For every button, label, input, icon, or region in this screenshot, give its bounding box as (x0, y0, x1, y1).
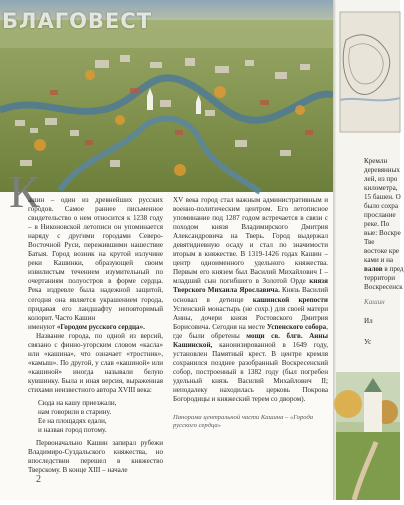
cathedral-name: Успенского собора (266, 322, 327, 331)
right-page-fragment: было сохра (364, 202, 398, 210)
aerial-city-photo (0, 0, 333, 192)
right-page (336, 0, 404, 500)
drop-cap: К (9, 166, 40, 217)
right-page-fragment: вые: Воскре (364, 229, 401, 237)
right-page-fragment: деревянных (364, 166, 400, 174)
right-page-fragment: 15 башен. О (364, 193, 401, 201)
map-illustration (336, 0, 400, 150)
right-page-fragment: территори (364, 274, 396, 282)
right-page-fragment: лей, из про (364, 175, 398, 183)
poem-line: Ее на площадях едали, (38, 417, 107, 426)
paragraph-name-origin: Название города, по одной из версий, связано с финно-угорским словом «касла» или «кашина», что означает «тростник», «камыш». По другой, у слав «кашиной» или «кашиной» иногда называли белую кувшинку. Была и иная версия, выраженная стихами неизвестного автора XVIII века: (28, 331, 163, 394)
right-page-fragment: ками и на (364, 256, 394, 264)
right-page-fragment-text: в пред (384, 265, 404, 273)
right-page-fragment: километра, (364, 184, 398, 192)
poem-line: нам говорили в старину. (38, 408, 112, 417)
right-page-fragment: Ус (364, 338, 372, 346)
church-photo (336, 372, 400, 500)
poem-line: и назван город потому. (38, 426, 107, 435)
page-number: 2 (36, 474, 41, 485)
history-text: канонизированной в 1649 году, установлен Памятный крест. В центре кремля сохранился позднее разобранный Воскресенский собор, построенный в 1382 году (был погребен удельный князь Василий Михайлович II; неподалеку находилась церковь Покрова Богородицы и княжеский терем со двором). (173, 340, 328, 404)
poem-line: Сюда на кашу приезжали, (38, 399, 117, 408)
paragraph-history: Первоначально Кашин запирал рубежи Владимиро-Суздальского княжества, но впоследствии перешел в княжество Тверскому. В конце XIII – начале (28, 439, 163, 475)
text-column-right (173, 196, 328, 430)
right-page-fragment (364, 265, 404, 273)
paragraph-intro: ашин – один из древнейших русских городов. Самое раннее письменное свидетельство о нем относится к 1238 году – в Никоновской летописи он упоминается наряду с другими городами Северо-Восточной Руси, пережившими нашествие Батыя. Город возник на крутой излучине реки Кашинки, образующей своим извилистым течением изумительный по очертаниям полуостров в форме сердца. Река издревле была надежной защитой, сегодня она является украшением города, придавая его ландшафту неповторимый колорит. Часто Кашин (28, 196, 163, 322)
history-text: , где были обретены (173, 322, 328, 340)
fortress-name: кашинской крепости (252, 295, 329, 304)
poem (38, 399, 163, 435)
photo-caption: Панорама центральной части Кашина – «Города русского сердца» (173, 414, 314, 430)
right-page-bold: валов (364, 265, 383, 273)
right-page-fragment: востоке кре (364, 247, 400, 255)
city-nickname: «Городом русского сердца». (56, 322, 145, 331)
history-text: XV века город стал важным административным и военно-политическим центром. Его летописное упоминание под 1287 годом встречается в связи с походом князя Владимирского Дмитрия Александровича на Тверь. Город выдержал девятидневную осаду и стал по значимости вторым в княжестве. В 1319-1426 годах Кашин – центр одноименного удельного княжества. Первым его князем был Василий Михайлович I – младший сын погибшего в Золотой Орде (173, 196, 328, 286)
prince-name: князя Тверского Михаила Ярославича. (173, 277, 328, 295)
church-photo-image (336, 372, 400, 500)
right-page-fragment: реке. По (364, 220, 390, 228)
paragraph-history-continued (173, 196, 328, 404)
paragraph-intro-end (28, 323, 163, 332)
intro-end-text: именуют (28, 322, 56, 331)
right-page-fragment: прослание (364, 211, 396, 219)
watermark-logo: БЛАГОВЕСТ (2, 9, 153, 33)
right-page-fragment: Тве (364, 238, 375, 246)
relics-name: мощи св. блгв. Анны Кашинской, (173, 331, 328, 349)
history-text: Успенский монастырь (не сохр.) для своей матери Анны, дочери князя Ростовского Дмитрия Борисовича. Сегодня на месте (173, 304, 328, 331)
history-text: Князь Василий основал в детинце (173, 286, 328, 304)
right-page-caption: Кашин (364, 298, 385, 306)
right-page-fragment: Ил (364, 317, 373, 325)
text-column-left (28, 196, 163, 475)
right-page-fragment: Кремлн (364, 157, 388, 165)
right-page-fragment: Воскресенск (364, 283, 403, 291)
